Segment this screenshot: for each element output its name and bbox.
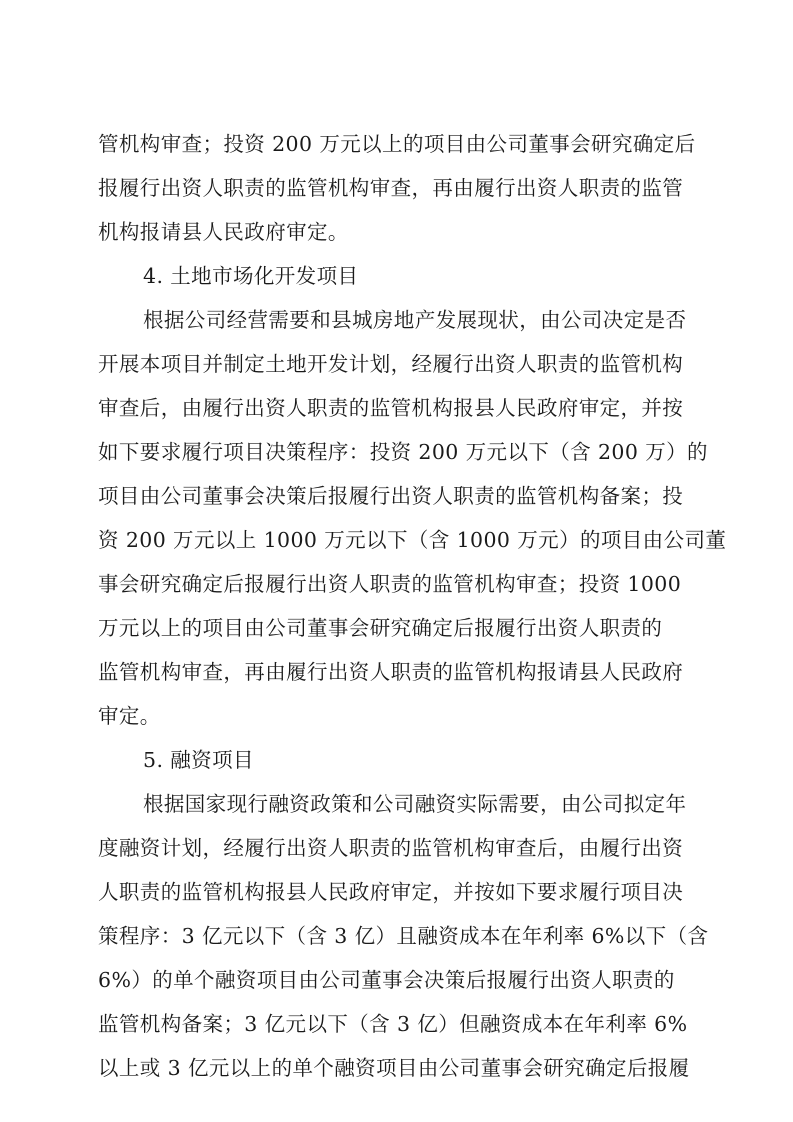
text-line: 6%）的单个融资项目由公司董事会决策后报履行出资人职责的 [98, 968, 675, 992]
section-heading-5: 5. 融资项目 [143, 748, 254, 772]
text-line: 人职责的监管机构报县人民政府审定，并按如下要求履行项目决 [98, 880, 684, 904]
text-line: 开展本项目并制定土地开发计划，经履行出资人职责的监管机构 [98, 352, 684, 376]
text-line: 项目由公司董事会决策后报履行出资人职责的监管机构备案；投 [98, 484, 684, 508]
text-line: 策程序：3 亿元以下（含 3 亿）且融资成本在年利率 6%以下（含 [98, 924, 709, 948]
text-line: 如下要求履行项目决策程序：投资 200 万元以下（含 200 万）的 [98, 440, 708, 464]
text-line: 审查后，由履行出资人职责的监管机构报县人民政府审定，并按 [98, 396, 684, 420]
text-line: 机构报请县人民政府审定。 [98, 220, 349, 244]
text-line: 资 200 万元以上 1000 万元以下（含 1000 万元）的项目由公司董 [98, 528, 727, 552]
text-line: 监管机构审查，再由履行出资人职责的监管机构报请县人民政府 [98, 660, 684, 684]
text-line: 以上或 3 亿元以上的单个融资项目由公司董事会研究确定后报履 [98, 1056, 690, 1080]
text-line: 监管机构备案；3 亿元以下（含 3 亿）但融资成本在年利率 6% [98, 1012, 688, 1036]
text-line: 根据国家现行融资政策和公司融资实际需要，由公司拟定年 [143, 792, 687, 816]
text-line: 度融资计划，经履行出资人职责的监管机构审查后，由履行出资 [98, 836, 684, 860]
section-heading-4: 4. 土地市场化开发项目 [143, 264, 359, 288]
text-line: 审定。 [98, 704, 161, 728]
text-line: 事会研究确定后报履行出资人职责的监管机构审查；投资 1000 [98, 572, 682, 596]
text-line: 报履行出资人职责的监管机构审查，再由履行出资人职责的监管 [98, 176, 684, 200]
text-line: 根据公司经营需要和县城房地产发展现状，由公司决定是否 [143, 308, 687, 332]
text-line: 管机构审查；投资 200 万元以上的项目由公司董事会研究确定后 [98, 132, 696, 156]
text-line: 万元以上的项目由公司董事会研究确定后报履行出资人职责的 [98, 616, 663, 640]
